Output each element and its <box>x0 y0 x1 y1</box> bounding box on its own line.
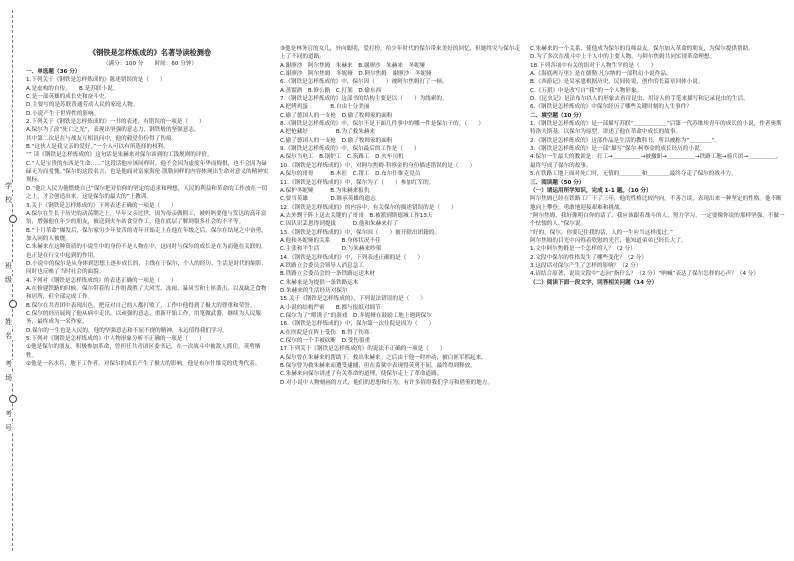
text-line: 3.《钢铁是怎样炼成的》是一部“描写”保尔·柯察金的成长经历的小说。 <box>530 146 706 153</box>
text-line: A.在医院是在阵上受伤 B.得了伤寒 <box>280 329 370 336</box>
text-line: 3.关于《钢铁是怎样炼成的》下列表述正确的一项是（ ） <box>26 202 177 209</box>
text-line: 5.下列对《钢铁是怎样炼成的》中人物形象分析不正确的一项是（ ） <box>26 336 205 342</box>
text-line: 三、阅读题（50 分） <box>530 179 585 186</box>
margin-label: 校 <box>5 196 12 204</box>
margin-label: 考 <box>5 410 12 418</box>
text-line: “阿尔焦姆，我好像明白你的话了。我应该跟着战斗的人，努力学习，一定要像你说的那样坚强，不做一个怯懦的人。”保尔说。 <box>530 212 785 228</box>
margin-label: 级 <box>5 276 12 284</box>
text-line: 4.保尔一生最大的教训是：打工→＿＿＿＿＿→被撤职→＿＿＿＿＿→铁路工地→骑兵团→＿＿＿＿＿，最终写成了保尔的故事。 <box>530 154 782 169</box>
text-line: 阿尔焦姆的目光中闪烁着欣慰的光芒，他知道弟弟已经长大了。 <box>530 237 687 244</box>
text-line: 其中第二次是在与战友互相讯问中，他的毅党份份得了伤痕。 <box>26 135 178 142</box>
binding-hole <box>9 300 17 308</box>
text-line: 11.《钢铁是怎样炼成的》中，保尔为了（ ）参加红军的。 <box>280 179 435 186</box>
text-line: 1.文中阿尔焦姆是一个怎样的人？（2 分） <box>530 246 636 253</box>
text-line: 12.《钢铁是怎样炼成的》的内容中，有关保尔的描述错误的是（ ） <box>280 204 457 211</box>
margin-label: 名 <box>5 332 12 340</box>
text-line: D.小说产生于世界性的影响。 <box>26 110 100 117</box>
text-line: D.“他让人民为他燃烧自己”保尔把对信仰的坚定的追求和理想，人民的利益和革命的工作放在一切之上，才会创造出来，这是保尔的最大的”上教训。 <box>26 185 268 201</box>
text-line: D.《昆虫记》是法布尔以人的形象去看待昆虫，用诗人的手笔来描写和记录昆虫的生活。 <box>530 96 749 103</box>
text-line: 14.《钢铁是怎样炼成的》中，下列表述正确的是（ ） <box>280 254 424 261</box>
text-line: 阿尔焦姆已经在铁路工厂干了三年，他的性格比较内向，不善言谈，表现出来一种坚定的性格。他不断地向上攀登，勇敢地迎接艰难和挑战。 <box>530 196 782 211</box>
text-line: C.朱赫来是为提供一条铁路运木 <box>280 279 359 286</box>
text-line: C.因认识丢恩得到提拔 D.他和朱赫来打了 <box>280 221 399 228</box>
text-line: “好的，保尔，你要记住我的话，人的一生应当这样度过。” <box>530 229 673 236</box>
text-line: D.对小说中人物刻画的方式，他们的思想和行为，有许多值得我们学习和借鉴的地方。 <box>280 379 494 386</box>
text-line: D.朱赫来的生活经历对保尔 <box>280 287 348 294</box>
column-right <box>530 45 786 560</box>
text-line: 1.《钢铁是怎样炼成的》是一部描写苏联“＿＿＿＿＿＿”后第一代苏维埃青年的成长的小说，作者奥斯特洛夫斯基，以保尔为原型，讲述了他在革命中成长的故事。 <box>530 121 782 136</box>
text-line: C.朱赫来向保尔讲述了有关革命的道理，使保尔走上了革命道路。 <box>280 371 443 378</box>
text-line: A.他和冬妮娅的关系 B.身体状况不佳 <box>280 237 381 244</box>
text-line: ②他是一名水兵，地下工作者，对保尔的成长产生了极大的影响，他是布尔什维克的优秀代表。 <box>26 361 261 368</box>
text-line: 16.《钢铁是怎样炼成的》中，保尔第一次住院是因为（ ） <box>280 321 435 328</box>
text-line: A.蒸馏酒 B.修公路 C.打架 D.偷东西 <box>280 87 382 94</box>
binding-hole <box>9 215 17 223</box>
text-line: C.朱赫来在这种资质的小说生中的身份不是人物在中，这同时与保尔的成长是在为而他在关联的，也正是在行文中起到的作用。 <box>26 244 267 259</box>
text-line: A.保尔的哥哥 B.木匠 C.钳工 D.布尔什维克党员 <box>280 171 421 178</box>
text-line: 3.这段话对保尔产生了怎样的影响？（2 分） <box>530 262 642 269</box>
binding-hole <box>9 395 17 403</box>
text-line: 一、单选题（36 分） <box>26 69 81 75</box>
text-line: “” 读《钢铁是怎样炼成的》这句话是朱赫来对保尔谈到的工钱规则的评价。 <box>26 152 213 159</box>
text-line: C.朱赫来的一个关系，使他成为保尔的良师益友。保尔加入革命的朋友，为保尔提供帮助。 <box>530 46 754 52</box>
exam-meta: （满分：100 分 时间：60 分钟） <box>102 61 198 67</box>
text-line: 10.《钢铁是怎样炼成的》中，对阿尔焦姆·科察金的身份描述错误的是（ ） <box>280 162 476 169</box>
text-line: A.把枪藏好 B.为了救朱赫来 <box>280 129 376 136</box>
text-line: B.铁路立会委员会的一条铁路运送木材 <box>280 271 376 278</box>
text-line: A.谢廖沙 阿尔焦姆 朱赫来 B.谢廖沙 朱赫来 冬妮娅 <box>280 62 426 69</box>
text-line: （一）请运用所学知识，完成 1-1 题。（10 分） <box>530 187 652 194</box>
text-line: C.保尔为了“喂诱子”的游戏 D.冬妮娅在鼓励工地上遇到保尔 <box>280 313 432 319</box>
margin-label: 场 <box>5 374 12 382</box>
margin-label: 姓 <box>5 318 12 326</box>
text-line: A.保护冬妮娅 B.为朱赫来报仇 <box>280 187 370 194</box>
text-line: 4.请结合原著，说说文段中“志向”指什么？（2 分）“呐喊”表达了保尔怎样的心声？（4 分） <box>530 271 759 278</box>
text-line: ①他是保尔的朋友，积极参加革命，曾担任共青团区委书记，在一次战斗中被敌人抓住，英勇牺牲。 <box>26 344 261 359</box>
margin-label: 学 <box>5 182 12 190</box>
text-line: 6.《钢铁是怎样炼成的》中保尔经历了哪些关键时刻的人生事件？ <box>530 104 692 111</box>
text-line: A.保尔当电工 B.锅炉工 C.筑路工 D.火车司机 <box>280 154 404 161</box>
text-line: C.主张和平生活 D.与朱赫来吵架 <box>280 246 382 253</box>
text-line: 2.下列关于《钢铁是怎样炼成的》一书的表述，有错误的一项是（ ） <box>26 119 205 126</box>
text-line: A.保尔在生长于历史的动荡期之上，早年父亲过世，因为母亲做佣工，被妈妈要他与发达的高年富翁，增强他在年少的朋友，被送到火车站食堂作工，他在底层了解到很多社会的不平等。 <box>26 210 267 226</box>
text-line: C.《五猎》中是改写自“我”的一个人物形象。 <box>530 87 643 94</box>
binding-margin <box>0 0 22 561</box>
column-left <box>26 68 271 558</box>
text-line: A.小说的结构严密 B.都与报纸对细节 <box>280 304 381 311</box>
text-line: 9.《钢铁是怎样炼成的》中，保尔最后的工作是（ ） <box>280 146 420 153</box>
text-line: 2.文段中保尔的性格发生了哪些变化？（2 分） <box>530 254 647 261</box>
text-line: C.“人是宝贵的东西是生命……”这段话他应该同样时，他不会因为虚度年华而悔恨，也不会因为碌碌无为而羞愧。”保尔的这段名言，也是他面对富家海伦·凯勒同样的内容体现出生命对意义的精神实现标。 <box>26 160 269 184</box>
margin-label: 号 <box>5 424 12 432</box>
text-line: 13.《钢铁是怎样炼成的》中，保尔因（ ）被开除出团籍的。 <box>280 229 440 236</box>
column-middle <box>280 45 520 560</box>
text-line: A.把烤鸡蛋 B.自由十分美丽 <box>280 104 370 111</box>
text-line: B.保尔曾为救朱赫来而遭受逮捕，但在监狱中表现得英勇不屈，最终得到释放。 <box>280 363 476 370</box>
text-line: C.保尔的经历展现了他从病中走出，以顽强的意志，重新开始工作，用笔做武器，继续为人民服务，最终成为一名作家。 <box>26 310 262 326</box>
text-line: 4.下列对《钢铁是怎样炼成的》的表述正确的一项是（ ） <box>26 277 177 284</box>
text-line: C.偷了德国人的一支枪 D.偷了牧师家的面粉 <box>280 137 393 144</box>
text-line: C.谢廖沙 阿尔焦姆 冬妮娅 D.阿尔焦姆 谢廖沙 冬妮娅 <box>280 71 432 78</box>
text-line: （二）阅读下面一段文字，回答相关问题（14 分） <box>530 279 658 286</box>
text-line: B.“十月革命”爆发后，保尔家穷少年贫苦的青年开始走上在他在年级之后，保尔在结尾之中奋勇，加入同的人被烧。 <box>26 227 267 242</box>
text-line: A.是虚构的自传。 B.是苏联小说。 <box>26 85 119 92</box>
text-line: C.偷了德国人的一支枪 D.偷了牧师家的面粉 <box>280 112 393 119</box>
text-line: 15.关于《钢铁是怎样炼成的》，下列说法错误的是（ ） <box>280 296 426 303</box>
text-line: D.为了多次在战斗中上千人中的主要人物，与阿尔焦姆共同实现革命理想。 <box>530 54 716 61</box>
text-line: 1.下列关于《钢铁是怎样炼成的》陈述错误的是（ ） <box>26 77 166 84</box>
page-title: 《钢铁是怎样炼成的》名著导读检测卷 <box>88 48 212 57</box>
text-line: A.《海底两万里》是在儒勒·凡尔纳的一部科幻小说作品。 <box>530 71 672 78</box>
text-line: 8.《钢铁是怎样炼成的》中，保尔不是下面几件事中的哪一件是保尔干的。（ ） <box>280 121 484 128</box>
text-line: A.在修建铁路的时候，保尔带着的工作组战胜了大风雪、冻雨、暴风雪和土匪袭击，以及缺乏食物和居所，但全部完成工作。 <box>26 285 267 301</box>
text-line: 2.《钢铁是怎样炼成的》这部作品是生活的教科书，所以被称为“＿＿＿＿”。 <box>530 137 721 144</box>
text-line: 5.在铁路工地上面对死亡时，无情的＿＿＿＿和＿＿＿＿最终夺走了保尔的战斗力。 <box>530 171 737 178</box>
text-line: A.铁路立会委员会领导人消息急工 <box>280 262 364 269</box>
text-line: B.《西游记》是吴承恩根据历史、民间传说，创作的长篇章回体小说。 <box>530 79 704 86</box>
text-line: 二、填空题（10 分） <box>530 112 585 119</box>
text-line: 17.下列关于《钢铁是怎样炼成的》的说法不正确的一项是（ ） <box>280 346 446 353</box>
text-line: D.小说中的保尔是从身体到思想上逐步成长的，主线在于保尔，个人的经历、生活是时代的缩影，同时也反映了当时社会的面貌。 <box>26 260 268 276</box>
text-line: 7.《钢铁是怎样炼成的》这部书的结构主要是以（ ）为线索的。 <box>280 96 448 103</box>
text-line: C.要当英雄 D.继承英雄的遗志 <box>280 196 376 203</box>
text-line: A.保尔为了改“死亡之光”，表现出坚强的意志力，钢铁般的坚强意志。 <box>26 127 200 134</box>
margin-label: 考 <box>5 360 12 368</box>
text-line: 6.《钢铁是怎样炼成的》中，保尔因（ ）被阿尔焦姆打了一顿。 <box>280 79 448 86</box>
text-line: C.保尔的一个手被砍断 D.受伤很重 <box>280 338 371 345</box>
text-line: A.保尔曾在朱赫来的帮助下，救出朱赫来。之后由于他一时冲动，被白匪军抓起来。 <box>280 354 487 361</box>
text-line: B.保尔在共青团中表现出色，把反对自己的人都打败了，工作中他得到了极大的尊重和荣誉。 <box>26 302 256 309</box>
text-line: B.“这伙人是我父亲的爱好。”一个人可以有所选择的权利。 <box>26 144 169 151</box>
text-line: C.是一部英雄的成长史和奋斗史。 <box>26 94 110 101</box>
text-line: A.去外甥干阵上送去关键的了哥哥 B.被派到斯德城工作13天 <box>280 212 433 219</box>
text-line: ③他是林务官的女儿，外向聪明，爱打扮，给少年时代的保尔带来美好的回忆，但她终究与保尔走上了不同的道路。 <box>280 46 520 61</box>
text-line: D.保尔的一生也是人民的，他的坚强意志和不屈不挠的精神，永远值得我们学习。 <box>26 327 228 334</box>
text-line: 18.下列各项中有关的组对于人物生平的是（ ） <box>530 62 657 69</box>
text-line: D.主要写的是苏联普通劳动人民的家庭人物。 <box>26 102 139 109</box>
margin-label: 班 <box>5 262 12 270</box>
